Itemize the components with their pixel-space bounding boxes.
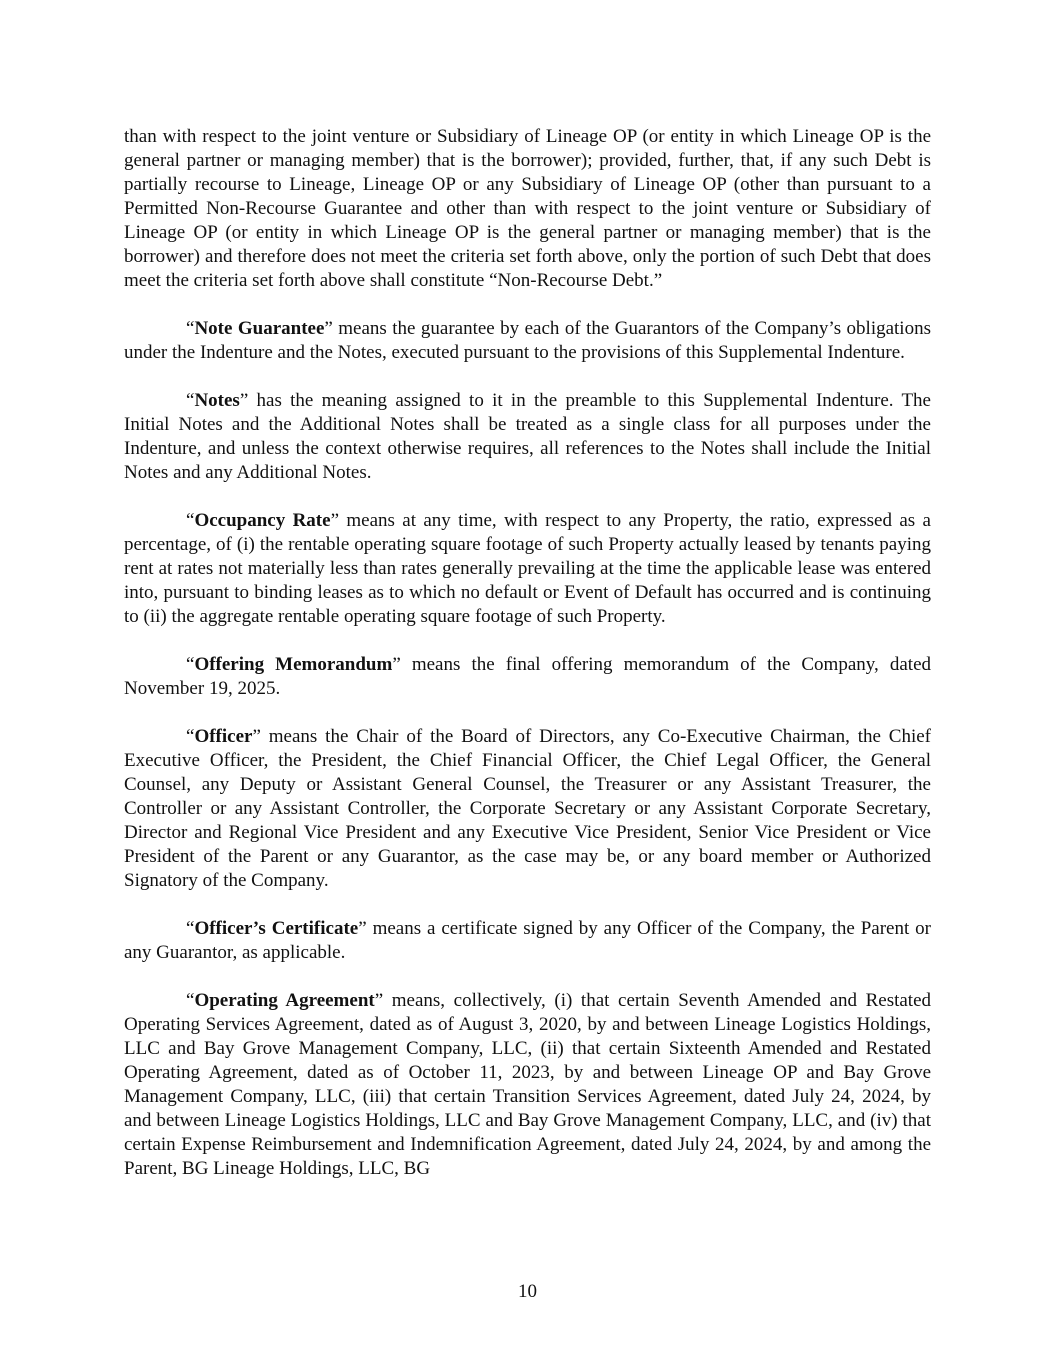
- definition-officer: [124, 725, 931, 893]
- defined-term: Officer’s Certificate: [194, 918, 359, 939]
- open-quote: “: [186, 390, 195, 411]
- paragraph-text: than with respect to the joint venture or Subsidiary of Lineage OP (or entity in which Lineage OP is the general partner or managing member) that is the borrower); provided, further, that, if any such Debt is partially recourse to Lineage, Lineage OP or any Subsidiary of Lineage OP (other than pursuant to a Permitted Non-Recourse Guarantee and other than with respect to the joint venture or Subsidiary of Lineage OP (or entity in which Lineage OP is the general partner or managing member) that is the borrower) and therefore does not meet the criteria set forth above, only the portion of such Debt that does meet the criteria set forth above shall constitute “Non-Recourse Debt.”: [124, 126, 931, 291]
- definition-text: ” means the guarantee by each of the Guarantors of the Company’s obligations under the Indenture and the Notes, executed pursuant to the provisions of this Supplemental Indenture.: [124, 318, 931, 363]
- page-number: 10: [518, 1281, 537, 1302]
- open-quote: “: [186, 726, 195, 747]
- definition-officers-certificate: [124, 917, 931, 965]
- open-quote: “: [186, 918, 195, 939]
- open-quote: “: [186, 318, 195, 339]
- defined-term: Note Guarantee: [194, 318, 325, 339]
- defined-term: Occupancy Rate: [194, 510, 331, 531]
- definition-text: ” means, collectively, (i) that certain Seventh Amended and Restated Operating Services Agreement, dated as of August 3, 2020, by and between Lineage Logistics Holdings, LLC and Bay Grove Management Company, LLC, (ii) that certain Sixteenth Amended and Restated Operating Agreement, dated as of October 11, 2023, by and between Lineage OP and Bay Grove Management Company, LLC, (iii) that certain Transition Services Agreement, dated July 24, 2024, by and between Lineage Logistics Holdings, LLC and Bay Grove Management Company, LLC, and (iv) that certain Expense Reimbursement and Indemnification Agreement, dated July 24, 2024, by and among the Parent, BG Lineage Holdings, LLC, BG: [124, 990, 932, 1179]
- paragraph-non-recourse-continuation: [124, 125, 931, 293]
- defined-term: Operating Agreement: [194, 990, 375, 1011]
- open-quote: “: [186, 990, 195, 1011]
- definition-note-guarantee: [124, 317, 931, 365]
- open-quote: “: [186, 654, 195, 675]
- defined-term: Offering Memorandum: [194, 654, 393, 675]
- definition-notes: [124, 389, 931, 485]
- definition-occupancy-rate: [124, 509, 931, 629]
- definition-text: ” means the Chair of the Board of Directors, any Co-Executive Chairman, the Chief Executive Officer, the President, the Chief Financial Officer, the Chief Legal Officer, the General Counsel, any Deputy or Assistant General Counsel, the Treasurer or any Assistant Treasurer, the Controller or any Assistant Controller, the Corporate Secretary or any Assistant Corporate Secretary, Director and Regional Vice President and any Executive Vice President, Senior Vice President or Vice President of the Parent or any Guarantor, as the case may be, or any board member or Authorized Signatory of the Company.: [124, 726, 931, 891]
- defined-term: Notes: [194, 390, 240, 411]
- defined-term: Officer: [194, 726, 253, 747]
- open-quote: “: [186, 510, 195, 531]
- definition-text: ” means at any time, with respect to any Property, the ratio, expressed as a percentage, of (i) the rentable operating square footage of such Property actually leased by tenants paying rent at rates not materially less than rates generally prevailing at the time the applicable lease was entered into, pursuant to binding leases as to which no default or Event of Default has occurred and is continuing to (ii) the aggregate rentable operating square footage of such Property.: [124, 510, 931, 627]
- definition-text: ” means the final offering memorandum of the Company, dated November 19, 2025.: [124, 654, 931, 699]
- definition-text: ” means a certificate signed by any Officer of the Company, the Parent or any Guarantor, as applicable.: [124, 918, 931, 963]
- definition-text: ” has the meaning assigned to it in the preamble to this Supplemental Indenture. The Initial Notes and the Additional Notes shall be treated as a single class for all purposes under the Indenture, and unless the context otherwise requires, all references to the Notes shall include the Initial Notes and any Additional Notes.: [124, 390, 931, 483]
- definition-offering-memorandum: [124, 653, 931, 701]
- definition-operating-agreement: [124, 989, 931, 1181]
- document-body: [124, 125, 931, 1205]
